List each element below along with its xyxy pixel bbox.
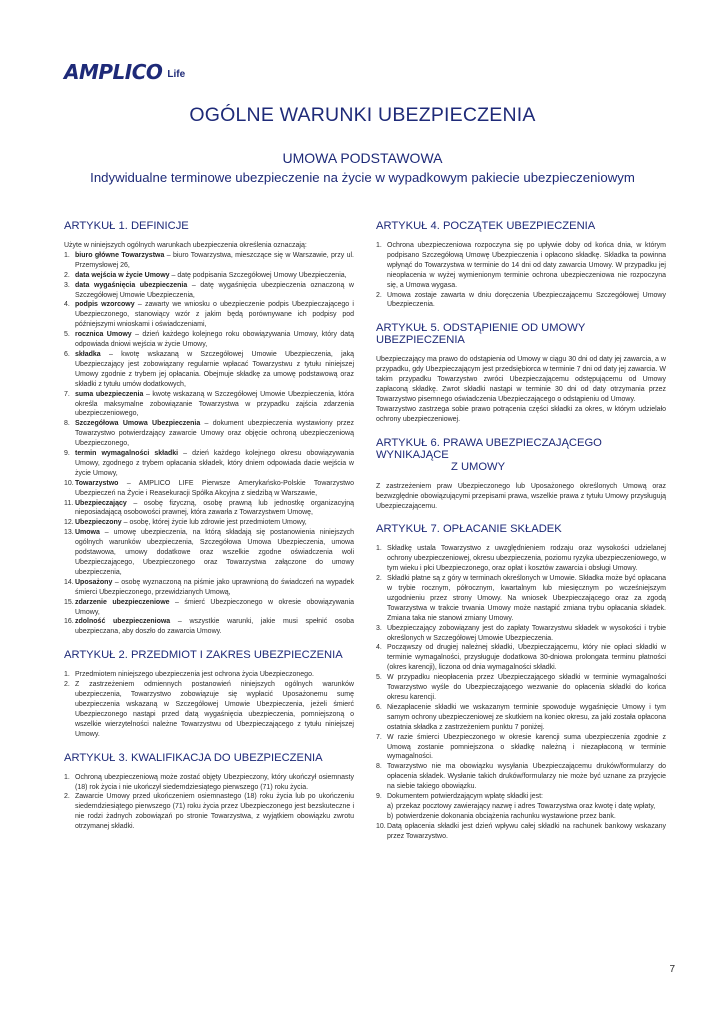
definition-item — [64, 499, 354, 519]
list-item — [64, 670, 354, 680]
sub-item-letter: a) — [387, 802, 394, 810]
document-product-name: Indywidualne terminowe ubezpieczenie na życie w wypadkowym pakiecie ubezpieczeniowym — [90, 170, 635, 185]
list-item — [64, 680, 354, 739]
item-number: 8. — [64, 420, 70, 428]
definition-item — [64, 300, 354, 330]
definition-term: suma ubezpieczenia — [75, 390, 144, 398]
definition-term: Umowa — [75, 529, 100, 537]
logo-wordmark: AMPLICO — [64, 60, 163, 84]
article-paragraph: Ubezpieczający ma prawo do odstąpienia od Umowy w ciągu 30 dni od daty jej zawarcia, a w przypadku, gdy Ubezpieczającym jest przedsiębiorca w terminie 7 dni od daty jej zawarcia. W takim przypadku Towarzystwo zwróci Ubezpieczającemu odstępującemu od Umowy zapłaconą składkę. Zwrot składki nastąpi w terminie 30 dni od daty otrzymania przez Towarzystwo pisemnego oświadczenia Ubezpieczającego o odstąpieniu od Umowy. — [376, 356, 666, 403]
list-item — [376, 703, 666, 733]
definition-term: termin wymagalności składki — [75, 450, 179, 458]
item-number: 5. — [64, 331, 70, 339]
definition-body — [75, 300, 354, 330]
article-paragraph: Z zastrzeżeniem praw Ubezpieczonego lub Uposażonego określonych Umową oraz bezwzględnie obowiązującymi przepisami prawa, wszelkie prawa z tytułu Umowy przysługują Ubezpieczającemu. — [376, 482, 666, 510]
list-item — [64, 792, 354, 832]
definition-term: data wejścia w życie Umowy — [75, 271, 170, 279]
definition-term: Towarzystwo — [75, 479, 119, 487]
item-text: Umowa zostaje zawarta w dniu doręczenia Ubezpieczającemu Szczegółowej Umowy Ubezpieczenia. — [387, 291, 666, 309]
definition-term: Uposażony — [75, 578, 113, 586]
definition-text: – osobę wyznaczoną na piśmie jako uprawnioną do świadczeń na wypadek śmierci Ubezpieczonego, przewidzianych Umową, — [75, 578, 354, 596]
item-number: 1. — [64, 251, 70, 259]
definition-item — [64, 251, 354, 271]
definition-text: – wszystkie warunki, jakie musi spełnić osoba ubezpieczana, aby doszło do zawarcia Umowy. — [75, 618, 354, 636]
definition-text: – datę podpisania Szczegółowej Umowy Ubezpieczenia, — [169, 271, 347, 279]
definition-text: – osobę fizyczną, osobę prawną lub jednostkę organizacyjną nieposiadającą osobowości prawnej, która zawarła z Towarzystwem Umowę, — [75, 499, 354, 517]
item-number: 2. — [376, 291, 382, 299]
article-list — [64, 670, 354, 739]
definition-body — [75, 271, 354, 281]
definition-text: – AMPLICO LIFE Pierwsze Amerykańsko-Polskie Towarzystwo Ubezpieczeń na Życie i Reasekuracji Spółka Akcyjna z siedzibą w Warszawie, — [75, 479, 354, 497]
list-item — [376, 241, 666, 291]
item-number: 7. — [376, 733, 382, 741]
item-number: 3. — [376, 624, 382, 632]
item-number: 2. — [64, 271, 70, 279]
definition-term: Szczegółowa Umowa Ubezpieczenia — [75, 420, 201, 428]
article-heading — [376, 437, 666, 473]
article-5-withdrawal — [376, 322, 666, 424]
company-logo — [64, 62, 185, 82]
item-number: 2. — [64, 793, 70, 801]
item-text: Niezapłacenie składki we wskazanym terminie spowoduje wygaśnięcie Umowy i tym samym ochrony ubezpieczeniowej ze skutkiem na koniec okresu, za jaki została opłacona ostatnia składka z zastrzeżeniem punktu 7 poniżej. — [387, 703, 666, 731]
list-item — [376, 733, 666, 763]
definition-body — [75, 449, 354, 479]
article-paragraph: Towarzystwo zastrzega sobie prawo potrącenia części składki za okres, w którym udzielało ochrony ubezpieczeniowej. — [376, 405, 666, 423]
definition-item — [64, 598, 354, 618]
article-6-rights — [376, 437, 666, 512]
item-number: 8. — [376, 763, 382, 771]
item-number: 5. — [376, 674, 382, 682]
definition-text: – biuro Towarzystwa, mieszczące się w Warszawie, przy ul. Przemysłowej 26, — [75, 251, 355, 269]
definition-term: Ubezpieczony — [75, 519, 122, 527]
list-item — [376, 762, 666, 792]
definition-text: – śmierć Ubezpieczonego w okresie obowiązywania Umowy, — [75, 598, 354, 616]
definition-text: – dokument ubezpieczenia wystawiony przez Towarzystwo potwierdzający zawarcie Umowy oraz objęcie ochroną ubezpieczeniową Ubezpieczonego, — [75, 420, 354, 448]
item-text: Towarzystwo nie ma obowiązku wysyłania Ubezpieczającemu druków/formularzy do opłacenia składek. Wysłanie takich druków/formularzy nie może być uznane za przyjęcie na siebie takiego obowiązku. — [387, 763, 666, 791]
item-text: Dokumentem potwierdzającym wpłatę składki jest: — [387, 793, 544, 801]
item-text: W razie śmierci Ubezpieczonego w okresie karencji suma ubezpieczenia zgodnie z Umową zostanie pomniejszona o składkę należną i niezapłaconą w terminie wymagalności. — [387, 733, 666, 761]
definition-body — [75, 499, 354, 519]
item-number: 1. — [376, 242, 382, 249]
definition-item — [64, 419, 354, 449]
definition-body — [75, 518, 354, 528]
list-item — [376, 574, 666, 624]
item-number: 10. — [64, 479, 74, 487]
item-text: Zawarcie Umowy przed ukończeniem osiemnastego (18) roku życia lub po ukończeniu siedemdziesiątego pierwszego (71) roku życia przez Ubezpieczonego jest bezskuteczne i nie rodzi żadnych zobowiązań po stronie Towarzystwa, z wyjątkiem obowiązku zwrotu otrzymanej składki. — [75, 793, 354, 831]
definition-term: podpis wzorcowy — [75, 301, 135, 309]
item-text: Ochrona ubezpieczeniowa rozpoczyna się po upływie doby od końca dnia, w którym podpisano Szczegółową Umowę Ubezpieczenia i opłacono składkę. Składka ta powinna wpłynąć do Towarzystwa w terminie do 14 dni od daty zawarcia Umowy. W przypadku jej nieopłacenia w wyżej wymienionym terminie ochrona ubezpieczeniowa nie rozpoczyna się, a Umowa wygasa. — [387, 242, 666, 289]
item-number: 16. — [64, 618, 74, 626]
item-number: 1. — [64, 671, 70, 679]
definition-text: – zawarty we wniosku o ubezpieczenie podpis Ubezpieczającego i Ubezpieczonego, stanowiący wzór z jakim będą porównywane ich podpisy pod późniejszymi wnioskami i oświadczeniami, — [75, 301, 354, 329]
right-column — [376, 220, 666, 854]
article-heading: ARTYKUŁ 3. KWALIFIKACJA DO UBEZPIECZENIA — [64, 751, 323, 764]
list-item — [376, 673, 666, 703]
definition-term: data wygaśnięcia ubezpieczenia — [75, 281, 188, 289]
sub-item-text: potwierdzenie dokonania obciążenia rachunku wystawione przez bank. — [396, 812, 616, 820]
item-text: Przedmiotem niniejszego ubezpieczenia jest ochrona życia Ubezpieczonego. — [75, 671, 314, 679]
item-number: 7. — [64, 390, 70, 398]
document-title: OGÓLNE WARUNKI UBEZPIECZENIA — [189, 104, 536, 126]
list-item — [376, 624, 666, 644]
list-item — [376, 544, 666, 574]
definition-text: – umowę ubezpieczenia, na którą składają się postanowienia niniejszych ogólnych warunków ubezpieczenia, Szczegółowa Umowa Ubezpieczenia, umowa podstawowa, umowy dodatkowe oraz wszelkie zgodne oświadczenia woli Ubezpieczającego, Ubezpieczonego oraz Towarzystwa załączone do umowy ubezpieczenia, — [75, 529, 354, 576]
article-list — [376, 544, 666, 841]
list-item — [376, 291, 666, 311]
list-item — [376, 822, 666, 842]
sub-item-letter: b) — [387, 812, 394, 820]
article-list — [64, 773, 354, 832]
sub-list-item — [376, 802, 666, 812]
item-number: 1. — [376, 545, 382, 553]
definition-body — [75, 528, 354, 578]
item-text: Ochroną ubezpieczeniową może zostać objęty Ubezpieczony, który ukończył osiemnasty (18) rok życia i nie ukończył siedemdziesiątego pierwszego (71) roku życia. — [75, 773, 354, 791]
definition-body — [75, 251, 354, 271]
item-number: 10. — [376, 822, 386, 830]
item-text: Z zastrzeżeniem odmiennych postanowień niniejszych ogólnych warunków ubezpieczenia, Towarzystwo zobowiązuje się wypłacić Uposażonemu sumę ubezpieczenia wskazaną w Szczegółowej Umowie Ubezpieczenia, jeżeli śmierć Ubezpieczonego nastąpi przed datą wygaśnięcia ubezpieczenia, pomniejszoną o wszelkie wierzytelności należne Towarzystwu od Ubezpieczającego z tytułu niniejszej Umowy. — [75, 681, 354, 738]
item-number: 2. — [64, 681, 70, 689]
item-number: 14. — [64, 578, 74, 586]
item-text: Datą opłacenia składki jest dzień wpływu całej składki na rachunek bankowy wskazany przez Towarzystwo. — [387, 822, 666, 840]
definition-item — [64, 350, 354, 390]
definition-term: biuro główne Towarzystwa — [75, 251, 165, 259]
definition-item — [64, 449, 354, 479]
item-number: 4. — [64, 301, 70, 309]
definition-body — [75, 281, 354, 301]
definition-body — [75, 598, 354, 618]
sub-list-item — [376, 812, 666, 822]
item-number: 12. — [64, 519, 74, 527]
definition-body — [75, 617, 354, 637]
definition-text: – kwotę wskazaną w Szczegółowej Umowie Ubezpieczenia, która określa maksymalne zobowiązanie Towarzystwa w przypadku zajścia zdarzenia ubezpieczeniowego, — [75, 390, 354, 418]
definition-body — [75, 578, 354, 598]
item-number: 13. — [64, 529, 74, 537]
item-number: 6. — [376, 703, 382, 711]
definition-text: – osobę, której życie lub zdrowie jest przedmiotem Umowy, — [121, 519, 307, 527]
definition-item — [64, 578, 354, 598]
definition-term: rocznica Umowy — [75, 331, 132, 339]
definition-item — [64, 617, 354, 637]
article-heading: ARTYKUŁ 5. ODSTĄPIENIE OD UMOWY UBEZPIECZENIA — [376, 322, 586, 347]
item-number: 2. — [376, 575, 382, 583]
item-number: 4. — [376, 644, 382, 652]
definition-term: Ubezpieczający — [75, 499, 127, 507]
logo-life: Life — [167, 69, 186, 80]
item-number: 3. — [64, 281, 70, 289]
item-number: 11. — [64, 499, 74, 507]
article-2-subject — [64, 649, 354, 739]
definition-item — [64, 330, 354, 350]
article-intro: Użyte w niniejszych ogólnych warunkach ubezpieczenia określenia oznaczają: — [64, 242, 307, 249]
item-number: 9. — [64, 450, 70, 458]
sub-item-text: przekaz pocztowy zawierający nazwę i adres Towarzystwa oraz kwotę i datę wpłaty, — [396, 802, 656, 810]
definition-body — [75, 350, 354, 390]
article-7-premiums — [376, 523, 666, 841]
definition-term: zdarzenie ubezpieczeniowe — [75, 598, 170, 606]
article-1-definitions — [64, 220, 354, 637]
article-heading: ARTYKUŁ 1. DEFINICJE — [64, 220, 189, 232]
article-heading: ARTYKUŁ 7. OPŁACANIE SKŁADEK — [376, 523, 562, 536]
definition-text: – kwotę wskazaną w Szczegółowej Umowie Ubezpieczenia, jaką Ubezpieczający jest zobowiązany regularnie wpłacać Towarzystwu z tytułu niniejszej Umowy zgodnie z trybem jej opłacania. Obejmuje składkę za umowę podstawową oraz składki z tytułu umów dodatkowych, — [75, 350, 354, 388]
definition-text: – dzień każdego kolejnego roku obowiązywania Umowy, który datą odpowiada dniowi wejścia w życie Umowy, — [75, 331, 354, 349]
definition-body — [75, 390, 354, 420]
definition-body — [75, 419, 354, 449]
definition-item — [64, 281, 354, 301]
list-item — [376, 643, 666, 673]
article-heading: ARTYKUŁ 4. POCZĄTEK UBEZPIECZENIA — [376, 220, 596, 232]
definitions-list — [64, 251, 354, 637]
article-4-start — [376, 220, 666, 310]
item-number: 15. — [64, 598, 74, 606]
article-3-qualification — [64, 752, 354, 832]
definition-item — [64, 479, 354, 499]
definition-term: zdolność ubezpieczeniowa — [75, 618, 171, 626]
article-list — [376, 241, 666, 310]
item-text: Składkę ustala Towarzystwo z uwzględnieniem rodzaju oraz wysokości udzielanej ochrony ubezpieczeniowej, okresu ubezpieczenia, poziomu ryzyka ubezpieczeniowego, w tym wieku i płci Ubezpieczonego, oraz opłat i kosztów zawarcia i obsługi Umowy. — [387, 545, 666, 573]
item-number: 6. — [64, 350, 70, 358]
definition-text: – dzień każdego kolejnego okresu obowiązywania Umowy, zgodnego z trybem opłacania składek, który dniem odpowiada dacie wejścia w życie Umowy, — [75, 450, 355, 477]
article-heading-line: Z UMOWY — [451, 460, 506, 473]
item-text: Składki płatne są z góry w terminach określonych w Umowie. Składka może być opłacana w trybie rocznym, półrocznym, kwartalnym lub miesięcznym po wcześniejszym uzgodnieniu przez strony Umowy. Na wniosek Ubezpieczającego oraz za zgodą Towarzystwa w trakcie trwania Umowy może nastąpić zmiana trybu opłacania składek. Zmiana taka nie stanowi zmiany Umowy. — [387, 575, 666, 622]
definition-item — [64, 390, 354, 420]
definition-item — [64, 271, 354, 281]
definition-body — [75, 479, 354, 499]
item-number: 9. — [376, 793, 382, 801]
definition-body — [75, 330, 354, 350]
definition-item — [64, 528, 354, 578]
item-text: Ubezpieczający zobowiązany jest do zapłaty Towarzystwu składek w wysokości i trybie określonych w Szczegółowej Umowie Ubezpieczenia. — [387, 624, 666, 642]
item-text: W przypadku nieopłacenia przez Ubezpieczającego składki w terminie wymagalności Towarzystwo wyśle do Ubezpieczającego wezwanie do opłacenia składki do końca okresu karencji. — [387, 674, 666, 701]
list-item — [64, 773, 354, 793]
list-item — [376, 792, 666, 802]
definition-text: – datę wygaśnięcia ubezpieczenia oznaczoną w Szczegółowej Umowie Ubezpieczenia, — [75, 281, 354, 299]
item-number: 1. — [64, 773, 70, 781]
article-heading-line: ARTYKUŁ 6. PRAWA UBEZPIECZAJĄCEGO WYNIKAJĄCE — [376, 436, 602, 461]
document-subtitle: UMOWA PODSTAWOWA — [282, 150, 443, 166]
left-column — [64, 220, 354, 844]
definition-term: składka — [75, 350, 101, 358]
page-number: 7 — [669, 964, 675, 975]
article-heading: ARTYKUŁ 2. PRZEDMIOT I ZAKRES UBEZPIECZENIA — [64, 649, 343, 662]
item-text: Począwszy od drugiej należnej składki, Ubezpieczającemu, który nie opłaci składki w terminie wymagalności, przysługuje dodatkowa 30-dniowa prolongata terminu płatności (okres karencji), liczona od dnia wymagalności składki. — [387, 644, 666, 672]
definition-item — [64, 518, 354, 528]
